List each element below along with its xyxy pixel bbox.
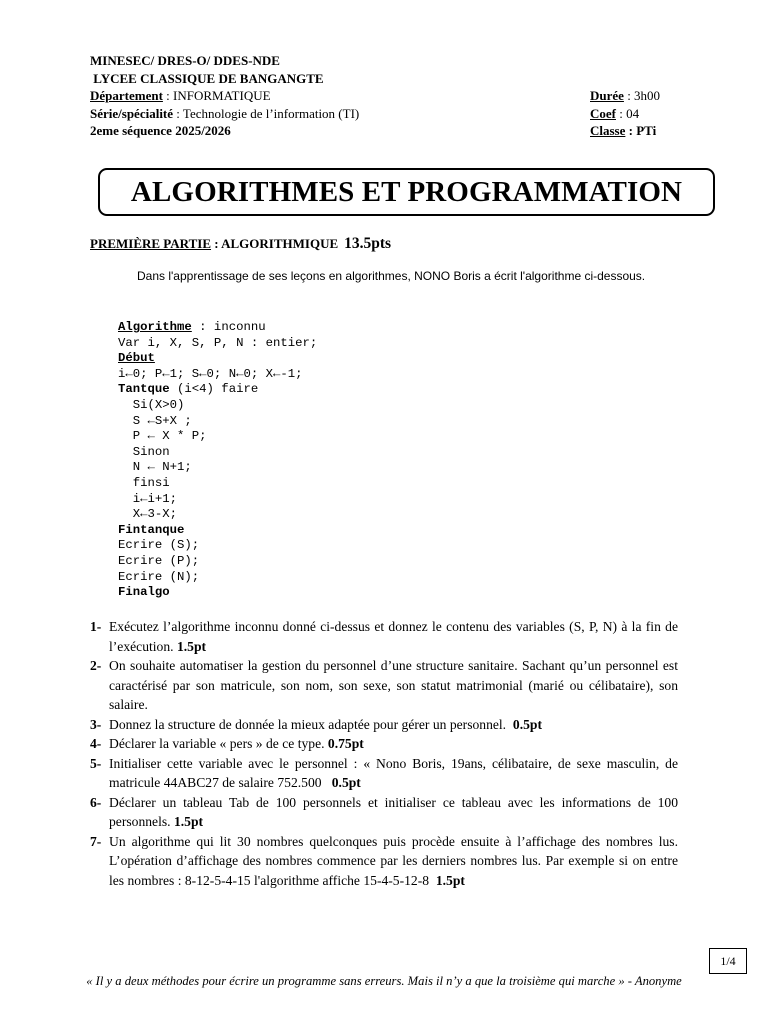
duree-value: : 3h00 — [623, 88, 661, 103]
question-text — [109, 617, 678, 656]
question-points: 0.5pt — [512, 716, 542, 732]
code-kw-fintanque: Fintanque — [118, 522, 185, 537]
code-kw-debut: Début — [118, 351, 155, 366]
question-list — [90, 617, 678, 890]
question-body: Exécutez l’algorithme inconnu donné ci-dessus et donnez le contenu des variables (S, P, N) à la fin de l’exécution. — [109, 619, 678, 654]
question-item — [90, 715, 678, 735]
question-number: 3- — [90, 716, 102, 732]
footer-quote: « Il y a deux méthodes pour écrire un programme sans erreurs. Mais il n’y a que la troisième qui marche » - Anonyme — [86, 974, 682, 988]
code-line: finsi — [118, 475, 170, 490]
code-line: i←0; P←1; S←0; N←0; X←-1; — [118, 366, 303, 381]
question-item — [90, 734, 678, 754]
question-body: Donnez la structure de donnée la mieux adaptée pour gérer un personnel. — [109, 716, 507, 732]
question-points: 0.5pt — [331, 775, 361, 790]
question-item — [90, 754, 678, 793]
part-label: PREMIÈRE PARTIE — [90, 236, 212, 251]
part-heading — [90, 235, 391, 253]
code-line: i←i+1; — [118, 491, 178, 506]
departement — [90, 87, 271, 105]
question-points: 0.75pt — [327, 736, 364, 751]
code-line: Si(X>0) — [118, 397, 185, 412]
classe — [590, 122, 680, 140]
school-name — [90, 70, 680, 88]
code-kw-algorithme: Algorithme — [118, 320, 192, 334]
page-title: ALGORITHMES ET PROGRAMMATION — [130, 175, 683, 208]
code-line: X←3-X; — [118, 507, 178, 522]
question-number: 6- — [90, 794, 102, 810]
question-item — [90, 793, 678, 832]
part-points: 13.5pts — [344, 235, 392, 252]
code-line: P ← X * P; — [118, 429, 207, 444]
question-number: 5- — [90, 755, 102, 771]
departement-value: : INFORMATIQUE — [162, 88, 271, 103]
question-number: 7- — [90, 833, 102, 849]
code-line: N ← N+1; — [118, 460, 192, 475]
ministry-line: MINESEC/ DRES-O/ DDES-NDE — [90, 53, 280, 68]
code-line: Var i, X, S, P, N : entier; — [118, 335, 318, 350]
sequence: 2eme séquence 2025/2026 — [90, 123, 231, 138]
classe-label: Classe — [590, 123, 626, 138]
question-text — [109, 715, 678, 735]
code-line: (i<4) faire — [169, 382, 259, 397]
algorithm-code — [118, 320, 317, 601]
header-row-3 — [90, 122, 680, 140]
departement-label: Département — [90, 88, 163, 103]
question-number: 1- — [90, 619, 102, 634]
classe-value: : PTi — [625, 123, 657, 138]
code-kw-tantque: Tantque — [118, 382, 170, 397]
question-item — [90, 617, 678, 656]
coef-label: Coef — [590, 105, 616, 121]
question-item — [90, 656, 678, 715]
school-name-text: LYCEE CLASSIQUE DE BANGANGTE — [93, 70, 324, 86]
question-text — [109, 734, 678, 754]
header-row-1 — [90, 87, 680, 105]
code-line: : inconnu — [191, 320, 266, 334]
code-line: Sinon — [118, 444, 170, 459]
question-item — [90, 832, 678, 891]
question-body: Un algorithme qui lit 30 nombres quelconques puis procède ensuite à l’affichage des nombres lus. L’opération d’affichage des nombres commence par les derniers nombres lus. Par exemple si on entre les nombres : 8-12-5-4-15 l'algorithme affiche 15-4-5-12-8 — [109, 833, 678, 888]
question-body: Déclarer un tableau Tab de 100 personnels et initialiser ce tableau avec les informations de 100 personnels. — [109, 794, 678, 829]
question-points: 1.5pt — [173, 814, 204, 829]
coef-value: : 04 — [616, 105, 640, 121]
question-points: 1.5pt — [176, 638, 207, 654]
code-line: Ecrire (N); — [118, 569, 200, 584]
question-text — [109, 793, 678, 832]
question-body: On souhaite automatiser la gestion du personnel d’une structure sanitaire. Sachant qu’un personnel est caractérisé par son matricule, son nom, son sexe, son statut matrimonial (marié ou célibataire), son salaire. — [109, 658, 678, 712]
intro-text: Dans l'apprentissage de ses leçons en algorithmes, NONO Boris a écrit l'algorithme ci-dessous. — [137, 269, 646, 283]
duree-label: Durée — [590, 88, 624, 103]
code-kw-finalgo: Finalgo — [118, 585, 170, 600]
question-number: 4- — [90, 736, 102, 751]
question-text — [109, 754, 678, 793]
serie-label: Série/spécialité — [90, 105, 174, 121]
question-points: 1.5pt — [435, 872, 465, 888]
serie — [90, 105, 359, 123]
question-number: 2- — [90, 658, 102, 673]
code-line: S ←S+X ; — [118, 413, 192, 428]
title-box — [98, 168, 715, 216]
document-header — [90, 52, 680, 140]
serie-value: : Technologie de l’information (TI) — [173, 105, 360, 121]
coef — [590, 105, 680, 123]
code-line: Ecrire (P); — [118, 553, 200, 568]
question-body: Déclarer la variable « pers » de ce type. — [109, 736, 325, 751]
question-text — [109, 656, 678, 715]
header-row-2 — [90, 105, 680, 123]
page-number: 1/4 — [709, 948, 747, 974]
code-line: Ecrire (S); — [118, 538, 200, 553]
question-body: Initialiser cette variable avec le personnel : « Nono Boris, 19ans, célibataire, de sexe masculin, de matricule 44ABC27 de salaire 752.500 — [109, 755, 678, 790]
question-text — [109, 832, 678, 891]
part-sub: : ALGORITHMIQUE — [211, 236, 339, 251]
duree — [590, 87, 680, 105]
